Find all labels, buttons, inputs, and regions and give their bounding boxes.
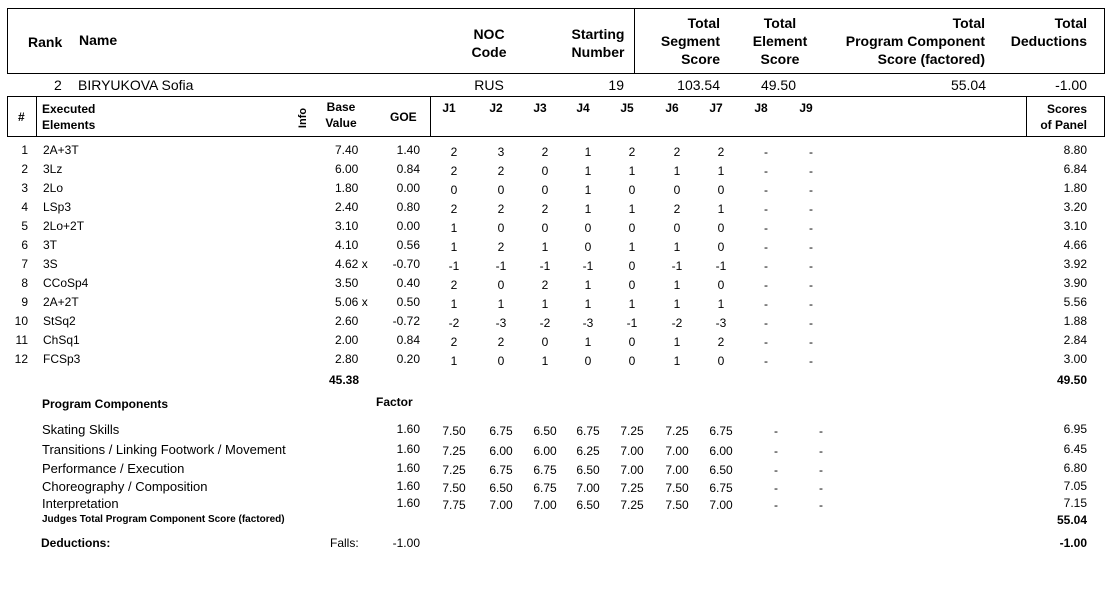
component-judge-j9: - xyxy=(819,463,823,477)
skater-rank: 2 xyxy=(54,77,62,93)
judge-score-j7: 0 xyxy=(717,183,725,197)
component-judge-j2: 7.00 xyxy=(489,498,513,512)
judge-score-j2: 0 xyxy=(497,354,505,368)
component-judge-j5: 7.25 xyxy=(620,481,644,495)
pc-header: Program Components xyxy=(42,397,169,411)
judge-score-j8: - xyxy=(764,221,768,235)
judge-score-j5: 1 xyxy=(628,240,636,254)
element-goe: 0.00 xyxy=(396,219,420,233)
judge-score-j7: 1 xyxy=(717,164,725,178)
element-base-value: 5.06 x xyxy=(335,295,368,309)
judge-score-j2: 0 xyxy=(497,221,505,235)
judge-score-j8: - xyxy=(764,278,768,292)
judge-score-j1: 2 xyxy=(450,278,458,292)
component-judge-j5: 7.00 xyxy=(620,463,644,477)
component-factor: 1.60 xyxy=(396,496,420,510)
component-judge-j2: 6.75 xyxy=(489,424,513,438)
element-code: ChSq1 xyxy=(43,333,80,347)
component-name: Interpretation xyxy=(42,496,119,511)
judge-score-j7: 0 xyxy=(717,240,725,254)
element-goe: 0.20 xyxy=(396,352,420,366)
element-number: 5 xyxy=(21,219,28,233)
judge-score-j2: 0 xyxy=(497,278,505,292)
element-base-value: 2.40 xyxy=(335,200,359,214)
judge-score-j1: 1 xyxy=(450,221,458,235)
header-divider xyxy=(634,8,635,74)
judge-score-j4: 1 xyxy=(584,202,592,216)
judge-header-7: J7 xyxy=(709,101,723,115)
element-panel-score: 4.66 xyxy=(1063,238,1087,252)
judge-score-j2: 3 xyxy=(497,145,505,159)
element-number: 3 xyxy=(21,181,28,195)
table-row xyxy=(0,179,1113,198)
factor-header: Factor xyxy=(376,395,413,409)
component-name: Skating Skills xyxy=(42,422,120,437)
table-row xyxy=(0,160,1113,179)
scores-header: Scores of Panel xyxy=(1040,102,1087,132)
component-score: 6.95 xyxy=(1063,422,1087,436)
judge-score-j3: 0 xyxy=(541,164,549,178)
component-factor: 1.60 xyxy=(396,461,420,475)
table-row xyxy=(0,331,1113,350)
rank-label: Rank xyxy=(28,34,63,50)
element-panel-score: 3.20 xyxy=(1063,200,1087,214)
judge-score-j9: - xyxy=(809,145,813,159)
component-judge-j2: 6.50 xyxy=(489,481,513,495)
element-code: LSp3 xyxy=(43,200,72,214)
component-judge-j9: - xyxy=(819,444,823,458)
element-code: FCSp3 xyxy=(43,352,81,366)
element-base-value: 2.60 xyxy=(335,314,359,328)
table-row xyxy=(0,274,1113,293)
component-judge-j1: 7.75 xyxy=(442,498,466,512)
judge-score-j2: -1 xyxy=(495,259,507,273)
element-panel-score: 1.88 xyxy=(1063,314,1087,328)
element-code: CCoSp4 xyxy=(43,276,89,290)
table-row xyxy=(0,293,1113,312)
judge-score-j9: - xyxy=(809,259,813,273)
tss-label: Total Segment Score xyxy=(660,15,720,67)
component-judge-j6: 7.00 xyxy=(665,444,689,458)
judge-header-9: J9 xyxy=(799,101,813,115)
pcs-total: 55.04 xyxy=(1056,513,1087,527)
component-judge-j3: 6.00 xyxy=(533,444,557,458)
element-code: 2Lo+2T xyxy=(43,219,85,233)
judge-score-j1: 2 xyxy=(450,164,458,178)
judge-score-j5: 0 xyxy=(628,259,636,273)
component-judge-j2: 6.75 xyxy=(489,463,513,477)
judge-score-j1: -2 xyxy=(448,316,460,330)
judge-score-j8: - xyxy=(764,183,768,197)
noc-label: NOC Code xyxy=(471,26,507,60)
component-judge-j4: 6.25 xyxy=(576,444,600,458)
judge-score-j3: 1 xyxy=(541,354,549,368)
judge-score-j1: 2 xyxy=(450,145,458,159)
component-judge-j8: - xyxy=(774,444,778,458)
judge-score-j5: 0 xyxy=(628,278,636,292)
judge-score-j3: -2 xyxy=(539,316,551,330)
skater-noc: RUS xyxy=(474,77,504,93)
skater-tss: 103.54 xyxy=(677,77,720,93)
component-judge-j8: - xyxy=(774,498,778,512)
deductions-label: Total Deductions xyxy=(1010,15,1087,49)
judge-score-j4: 0 xyxy=(584,354,592,368)
judge-score-j4: 1 xyxy=(584,145,592,159)
skater-deductions: -1.00 xyxy=(1055,77,1087,93)
component-judge-j1: 7.25 xyxy=(442,444,466,458)
elements-total-score: 49.50 xyxy=(1056,373,1087,387)
judge-header-6: J6 xyxy=(665,101,679,115)
table-row xyxy=(0,217,1113,236)
judge-header-1: J1 xyxy=(442,101,456,115)
judge-score-j6: 1 xyxy=(673,335,681,349)
component-factor: 1.60 xyxy=(396,422,420,436)
judge-score-j5: 0 xyxy=(628,335,636,349)
element-number: 6 xyxy=(21,238,28,252)
judge-score-j7: 1 xyxy=(717,202,725,216)
judge-score-j4: 1 xyxy=(584,335,592,349)
component-row xyxy=(0,440,1113,459)
judge-header-4: J4 xyxy=(576,101,590,115)
table-row xyxy=(0,141,1113,160)
judge-score-j2: -3 xyxy=(495,316,507,330)
element-goe: 0.84 xyxy=(396,333,420,347)
deductions-row-label: Deductions: xyxy=(41,536,111,550)
element-code: StSq2 xyxy=(43,314,76,328)
element-panel-score: 2.84 xyxy=(1063,333,1087,347)
judge-score-j5: 0 xyxy=(628,221,636,235)
judge-score-j9: - xyxy=(809,335,813,349)
judge-score-j5: 0 xyxy=(628,354,636,368)
judge-score-j7: 0 xyxy=(717,221,725,235)
element-number: 11 xyxy=(15,333,28,347)
component-judge-j4: 6.50 xyxy=(576,498,600,512)
judge-score-j4: 1 xyxy=(584,164,592,178)
judge-score-j5: 0 xyxy=(628,183,636,197)
judge-score-j7: -1 xyxy=(715,259,727,273)
judge-score-j6: 0 xyxy=(673,221,681,235)
element-panel-score: 3.10 xyxy=(1063,219,1087,233)
judge-score-j8: - xyxy=(764,240,768,254)
element-number: 4 xyxy=(21,200,28,214)
component-judge-j4: 6.75 xyxy=(576,424,600,438)
judge-score-j2: 0 xyxy=(497,183,505,197)
component-judge-j1: 7.50 xyxy=(442,424,466,438)
judge-score-j4: -1 xyxy=(582,259,594,273)
judge-score-j6: 1 xyxy=(673,297,681,311)
judge-header-3: J3 xyxy=(533,101,547,115)
judge-score-j5: 1 xyxy=(628,202,636,216)
judge-score-j2: 2 xyxy=(497,202,505,216)
element-goe: 0.50 xyxy=(396,295,420,309)
judge-score-j3: -1 xyxy=(539,259,551,273)
judge-score-j6: 1 xyxy=(673,278,681,292)
judge-score-j1: 1 xyxy=(450,354,458,368)
component-judge-j2: 6.00 xyxy=(489,444,513,458)
element-panel-score: 3.90 xyxy=(1063,276,1087,290)
judge-score-j3: 0 xyxy=(541,335,549,349)
judge-score-j8: - xyxy=(764,145,768,159)
judge-score-j3: 0 xyxy=(541,221,549,235)
element-base-value: 3.50 xyxy=(335,276,359,290)
judge-score-j9: - xyxy=(809,221,813,235)
judge-score-j4: 1 xyxy=(584,278,592,292)
judge-score-j8: - xyxy=(764,316,768,330)
component-judge-j7: 6.00 xyxy=(709,444,733,458)
component-judge-j7: 7.00 xyxy=(709,498,733,512)
component-judge-j6: 7.50 xyxy=(665,481,689,495)
component-judge-j3: 6.75 xyxy=(533,481,557,495)
judge-score-j7: 0 xyxy=(717,354,725,368)
judge-score-j5: 2 xyxy=(628,145,636,159)
judge-score-j4: -3 xyxy=(582,316,594,330)
judge-score-j6: -2 xyxy=(671,316,683,330)
element-panel-score: 8.80 xyxy=(1063,143,1087,157)
judge-header-5: J5 xyxy=(620,101,634,115)
skater-tes: 49.50 xyxy=(760,77,796,93)
judge-score-j2: 2 xyxy=(497,164,505,178)
elements-header-box xyxy=(7,96,1105,137)
judge-score-j1: 2 xyxy=(450,202,458,216)
judge-score-j9: - xyxy=(809,164,813,178)
component-judge-j9: - xyxy=(819,481,823,495)
judge-score-j6: 2 xyxy=(673,202,681,216)
component-score: 7.05 xyxy=(1063,479,1087,493)
component-judge-j7: 6.75 xyxy=(709,424,733,438)
component-name: Choreography / Composition xyxy=(42,479,208,494)
component-row xyxy=(0,420,1113,439)
judge-score-j9: - xyxy=(809,183,813,197)
component-judge-j7: 6.75 xyxy=(709,481,733,495)
component-row xyxy=(0,459,1113,478)
component-judge-j9: - xyxy=(819,498,823,512)
element-base-value: 1.80 xyxy=(335,181,359,195)
judge-score-j3: 2 xyxy=(541,278,549,292)
elements-total-base: 45.38 xyxy=(328,373,359,387)
starting-number-label: Starting Number xyxy=(571,26,625,60)
component-judge-j4: 6.50 xyxy=(576,463,600,477)
judge-score-j4: 1 xyxy=(584,183,592,197)
executed-header: Executed Elements xyxy=(42,102,96,132)
judge-score-j9: - xyxy=(809,354,813,368)
judge-score-j8: - xyxy=(764,164,768,178)
element-code: 2A+3T xyxy=(43,143,79,157)
component-judge-j3: 6.75 xyxy=(533,463,557,477)
pcs-label: Total Program Component Score (factored) xyxy=(845,15,985,67)
element-number: 1 xyxy=(21,143,28,157)
skater-name: BIRYUKOVA Sofia xyxy=(78,77,194,93)
component-judge-j3: 7.00 xyxy=(533,498,557,512)
component-score: 6.80 xyxy=(1063,461,1087,475)
judge-score-j9: - xyxy=(809,240,813,254)
judge-score-j8: - xyxy=(764,297,768,311)
component-judge-j8: - xyxy=(774,424,778,438)
falls-value: -1.00 xyxy=(392,536,420,550)
table-row xyxy=(0,350,1113,369)
element-base-value: 2.80 xyxy=(335,352,359,366)
component-judge-j7: 6.50 xyxy=(709,463,733,477)
judge-score-j6: 1 xyxy=(673,240,681,254)
component-name: Performance / Execution xyxy=(42,461,185,476)
judge-score-j5: 1 xyxy=(628,297,636,311)
pcs-total-label: Judges Total Program Component Score (factored) xyxy=(42,514,285,525)
judge-score-j9: - xyxy=(809,278,813,292)
component-judge-j6: 7.50 xyxy=(665,498,689,512)
element-goe: -0.70 xyxy=(392,257,420,271)
table-row xyxy=(0,255,1113,274)
component-judge-j1: 7.25 xyxy=(442,463,466,477)
name-label: Name xyxy=(79,32,118,48)
judge-score-j1: 2 xyxy=(450,335,458,349)
info-header: Info xyxy=(297,107,310,129)
element-number: 7 xyxy=(21,257,28,271)
component-judge-j3: 6.50 xyxy=(533,424,557,438)
element-panel-score: 5.56 xyxy=(1063,295,1087,309)
component-score: 7.15 xyxy=(1063,496,1087,510)
element-panel-score: 6.84 xyxy=(1063,162,1087,176)
judge-score-j9: - xyxy=(809,297,813,311)
component-factor: 1.60 xyxy=(396,442,420,456)
deductions-total: -1.00 xyxy=(1059,536,1087,550)
num-divider xyxy=(36,96,37,137)
element-number: 2 xyxy=(21,162,28,176)
element-base-value: 6.00 xyxy=(335,162,359,176)
element-goe: -0.72 xyxy=(392,314,420,328)
skater-pcs: 55.04 xyxy=(950,77,986,93)
judge-score-j8: - xyxy=(764,354,768,368)
judge-score-j8: - xyxy=(764,259,768,273)
num-header: # xyxy=(18,110,25,124)
judge-score-j5: 1 xyxy=(628,164,636,178)
judge-score-j1: 1 xyxy=(450,297,458,311)
judge-score-j6: 1 xyxy=(673,354,681,368)
judge-score-j8: - xyxy=(764,335,768,349)
judge-score-j1: 1 xyxy=(450,240,458,254)
component-judge-j6: 7.00 xyxy=(665,463,689,477)
judge-score-j7: -3 xyxy=(715,316,727,330)
element-code: 2Lo xyxy=(43,181,64,195)
judge-score-j7: 1 xyxy=(717,297,725,311)
judge-score-j3: 0 xyxy=(541,183,549,197)
judge-score-j4: 0 xyxy=(584,221,592,235)
judge-score-j4: 1 xyxy=(584,297,592,311)
judge-header-8: J8 xyxy=(754,101,768,115)
table-row xyxy=(0,198,1113,217)
judge-score-j3: 2 xyxy=(541,202,549,216)
judge-score-j2: 2 xyxy=(497,240,505,254)
goe-header: GOE xyxy=(390,110,417,124)
component-judge-j5: 7.25 xyxy=(620,498,644,512)
component-judge-j8: - xyxy=(774,481,778,495)
judge-score-j8: - xyxy=(764,202,768,216)
element-base-value: 2.00 xyxy=(335,333,359,347)
skater-starting-number: 19 xyxy=(608,77,624,93)
component-factor: 1.60 xyxy=(396,479,420,493)
element-code: 2A+2T xyxy=(43,295,79,309)
judge-score-j3: 2 xyxy=(541,145,549,159)
judge-score-j1: -1 xyxy=(448,259,460,273)
element-base-value: 7.40 xyxy=(335,143,359,157)
judge-score-j6: -1 xyxy=(671,259,683,273)
element-goe: 1.40 xyxy=(396,143,420,157)
table-row xyxy=(0,236,1113,255)
judge-score-j3: 1 xyxy=(541,240,549,254)
element-number: 9 xyxy=(21,295,28,309)
element-goe: 0.56 xyxy=(396,238,420,252)
judge-score-j9: - xyxy=(809,202,813,216)
judge-score-j6: 1 xyxy=(673,164,681,178)
judges-divider xyxy=(430,96,431,137)
component-judge-j4: 7.00 xyxy=(576,481,600,495)
element-panel-score: 3.00 xyxy=(1063,352,1087,366)
element-goe: 0.00 xyxy=(396,181,420,195)
component-row xyxy=(0,494,1113,513)
element-code: 3Lz xyxy=(43,162,63,176)
judge-score-j6: 0 xyxy=(673,183,681,197)
element-code: 3S xyxy=(43,257,58,271)
element-goe: 0.40 xyxy=(396,276,420,290)
element-panel-score: 1.80 xyxy=(1063,181,1087,195)
element-panel-score: 3.92 xyxy=(1063,257,1087,271)
scores-divider xyxy=(1026,96,1027,137)
judge-score-j2: 2 xyxy=(497,335,505,349)
base-header: Base Value xyxy=(325,100,357,130)
element-number: 8 xyxy=(21,276,28,290)
element-goe: 0.80 xyxy=(396,200,420,214)
judge-score-j7: 0 xyxy=(717,278,725,292)
judge-score-j3: 1 xyxy=(541,297,549,311)
component-name: Transitions / Linking Footwork / Movement xyxy=(42,442,286,457)
component-judge-j9: - xyxy=(819,424,823,438)
element-base-value: 3.10 xyxy=(335,219,359,233)
judge-score-j9: - xyxy=(809,316,813,330)
judge-header-2: J2 xyxy=(489,101,503,115)
element-base-value: 4.10 xyxy=(335,238,359,252)
component-judge-j1: 7.50 xyxy=(442,481,466,495)
element-base-value: 4.62 x xyxy=(335,257,368,271)
component-judge-j5: 7.25 xyxy=(620,424,644,438)
judge-score-j4: 0 xyxy=(584,240,592,254)
component-judge-j5: 7.00 xyxy=(620,444,644,458)
element-goe: 0.84 xyxy=(396,162,420,176)
component-score: 6.45 xyxy=(1063,442,1087,456)
judge-score-j5: -1 xyxy=(626,316,638,330)
tes-label: Total Element Score xyxy=(752,15,808,67)
element-number: 10 xyxy=(14,314,28,328)
judge-score-j1: 0 xyxy=(450,183,458,197)
falls-label: Falls: xyxy=(330,536,359,550)
judge-score-j7: 2 xyxy=(717,335,725,349)
judge-score-j6: 2 xyxy=(673,145,681,159)
element-code: 3T xyxy=(43,238,58,252)
table-row xyxy=(0,312,1113,331)
component-judge-j6: 7.25 xyxy=(665,424,689,438)
judge-score-j2: 1 xyxy=(497,297,505,311)
element-number: 12 xyxy=(14,352,28,366)
component-judge-j8: - xyxy=(774,463,778,477)
judge-score-j7: 2 xyxy=(717,145,725,159)
